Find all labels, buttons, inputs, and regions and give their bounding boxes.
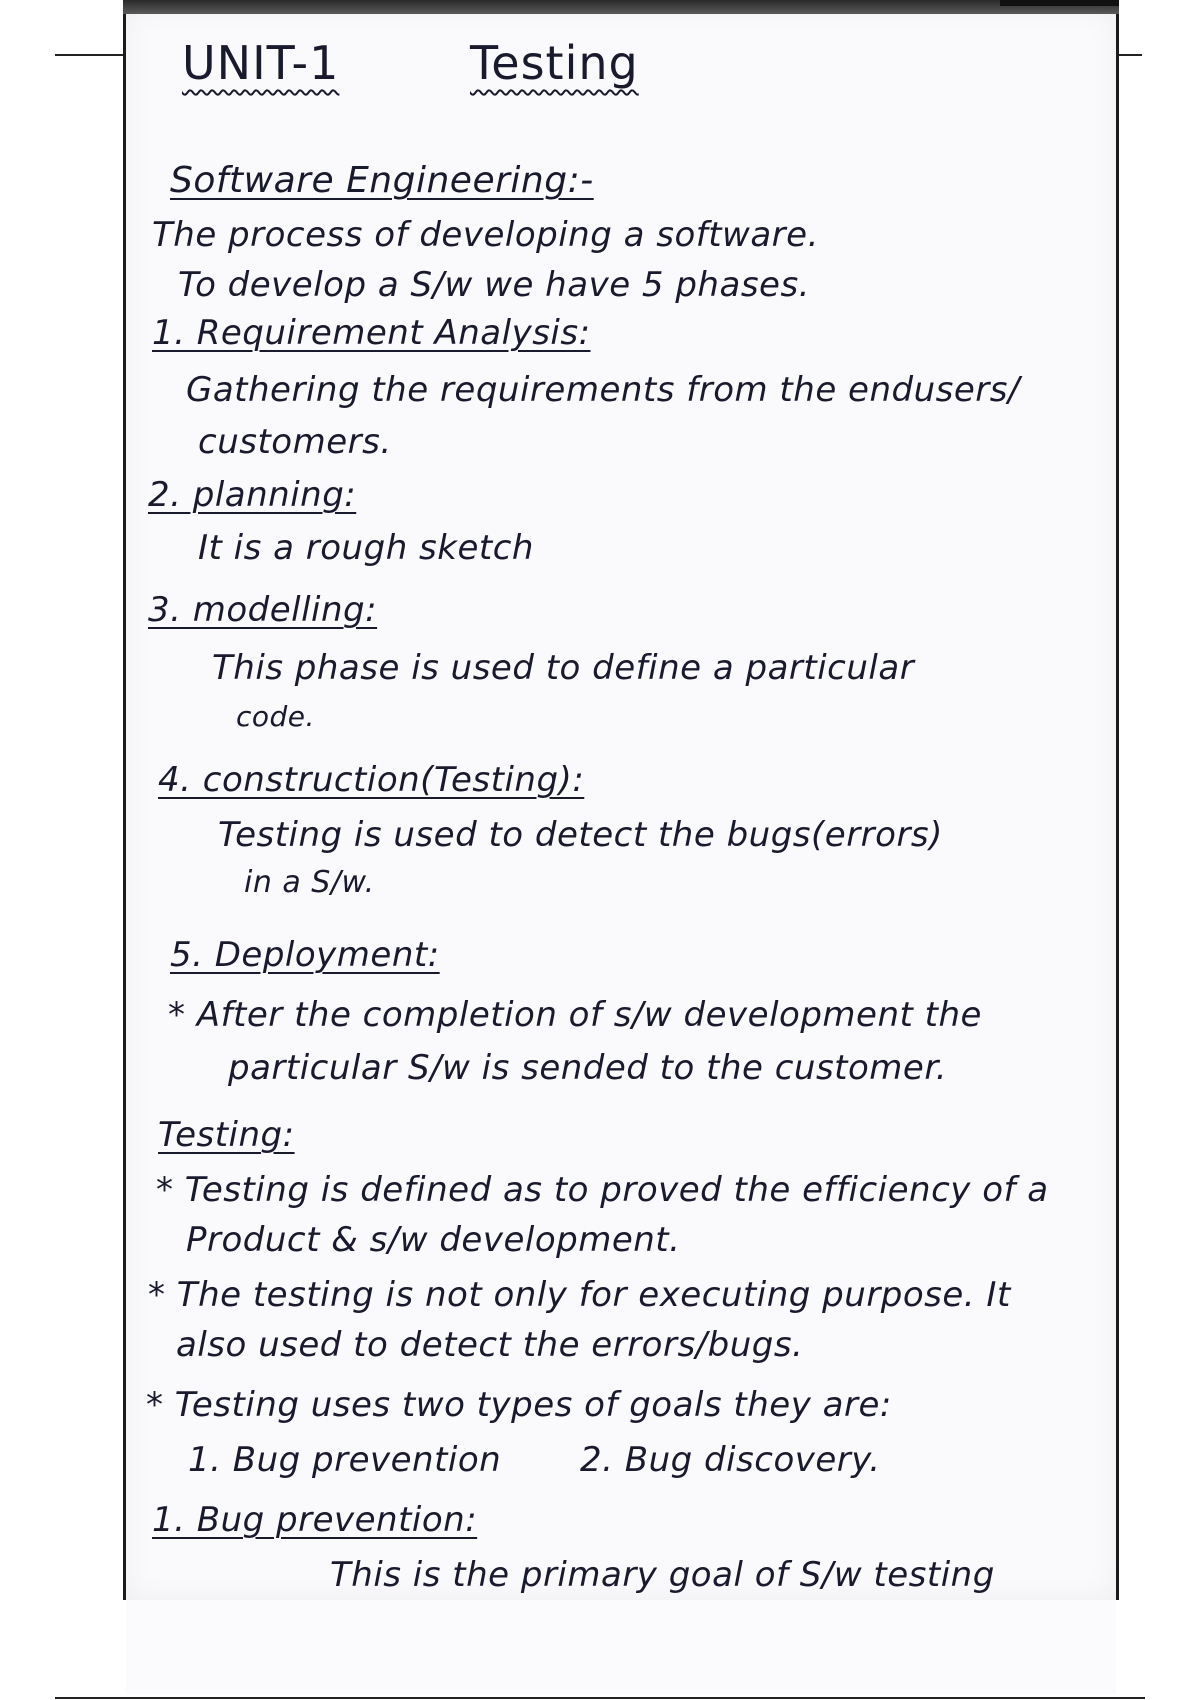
text-line: * Testing uses two types of goals they are:	[146, 1385, 892, 1425]
text-line: * The testing is not only for executing purpose. It	[148, 1275, 1011, 1315]
text-line: * Testing is defined as to proved the efficiency of a	[156, 1170, 1049, 1210]
text-line: * After the completion of s/w development the	[168, 995, 982, 1035]
text-line: It is a rough sketch	[198, 528, 534, 568]
text-line: also used to detect the errors/bugs.	[176, 1325, 804, 1365]
phase-heading: 4. construction(Testing):	[158, 760, 585, 800]
page-bottom-margin	[126, 1600, 1116, 1694]
phase-heading: 1. Requirement Analysis:	[152, 313, 591, 353]
goal-item: 2. Bug discovery.	[580, 1440, 881, 1480]
text-line: This phase is used to define a particular	[212, 648, 915, 688]
text-line: in a S/w.	[244, 865, 375, 900]
notebook-binding-edge	[1000, 0, 1119, 6]
heading-software-engineering: Software Engineering:-	[170, 160, 594, 201]
rule-line-bottom	[55, 1697, 1145, 1699]
phase-heading: 5. Deployment:	[170, 935, 440, 975]
text-line: To develop a S/w we have 5 phases.	[178, 265, 810, 305]
text-line: particular S/w is sended to the customer.	[228, 1048, 948, 1088]
rule-line-left	[55, 54, 125, 56]
text-line: Product & s/w development.	[186, 1220, 681, 1260]
subject-title: Testing	[470, 36, 639, 90]
text-line: Testing is used to detect the bugs(errors)	[218, 815, 943, 855]
text-line: customers.	[198, 422, 392, 462]
text-line: Gathering the requirements from the endusers/	[186, 370, 1020, 410]
heading-bug-prevention: 1. Bug prevention:	[152, 1500, 478, 1540]
heading-testing: Testing:	[158, 1115, 295, 1155]
unit-title: UNIT-1	[182, 36, 340, 90]
text-line: This is the primary goal of S/w testing	[330, 1555, 995, 1595]
phase-heading: 3. modelling:	[148, 590, 378, 630]
text-line: code.	[236, 700, 315, 733]
goal-item: 1. Bug prevention	[188, 1440, 502, 1480]
text-line: The process of developing a software.	[152, 215, 819, 255]
phase-heading: 2. planning:	[148, 475, 357, 515]
notebook-top-edge	[123, 0, 1119, 14]
